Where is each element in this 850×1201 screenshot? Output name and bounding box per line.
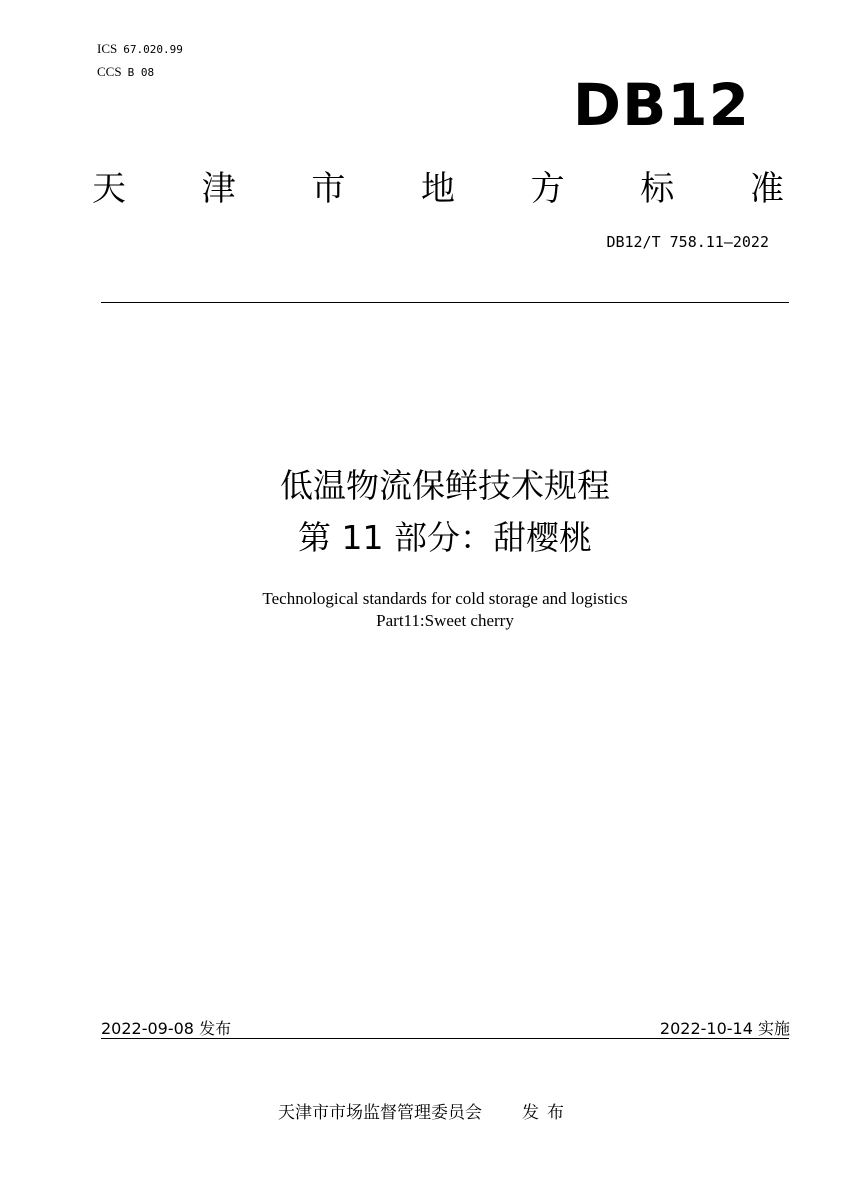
standard-type-char: 地 (420, 168, 455, 209)
issue-date: 2022-09-08 发布 (101, 1019, 232, 1038)
document-subtitle-cn: 第 11 部分：甜樱桃 (298, 518, 592, 557)
publisher-name: 天津市市场监督管理委员会 (278, 1103, 482, 1123)
standard-type-char: 标 (640, 168, 675, 209)
document-title-en: Technological standards for cold storage and logistics (262, 589, 628, 608)
standard-type-title (92, 162, 784, 208)
publisher-action: 发布 (522, 1103, 572, 1123)
standard-type-char: 津 (201, 168, 236, 209)
implementation-date: 2022-10-14 实施 (659, 1019, 790, 1038)
document-subtitle-en: Part11:Sweet cherry (376, 611, 514, 630)
standard-type-char: 准 (749, 168, 784, 209)
ccs-label: CCS (97, 64, 122, 79)
standard-number: DB12/T 758.11—2022 (606, 233, 769, 251)
standard-type-char: 方 (530, 168, 565, 209)
standard-type-char: 天 (92, 168, 126, 209)
db-logo: DB12 (572, 71, 750, 139)
publisher-row (0, 1098, 850, 1123)
ics-row (97, 42, 183, 57)
ics-value: 67.020.99 (123, 43, 183, 56)
top-divider (101, 302, 789, 303)
ics-label: ICS (97, 41, 118, 56)
document-title-cn: 低温物流保鲜技术规程 (280, 466, 610, 505)
standard-type-char: 市 (311, 168, 346, 209)
ccs-value: B 08 (127, 66, 155, 79)
bottom-divider (101, 1038, 789, 1039)
ccs-row (97, 65, 154, 80)
